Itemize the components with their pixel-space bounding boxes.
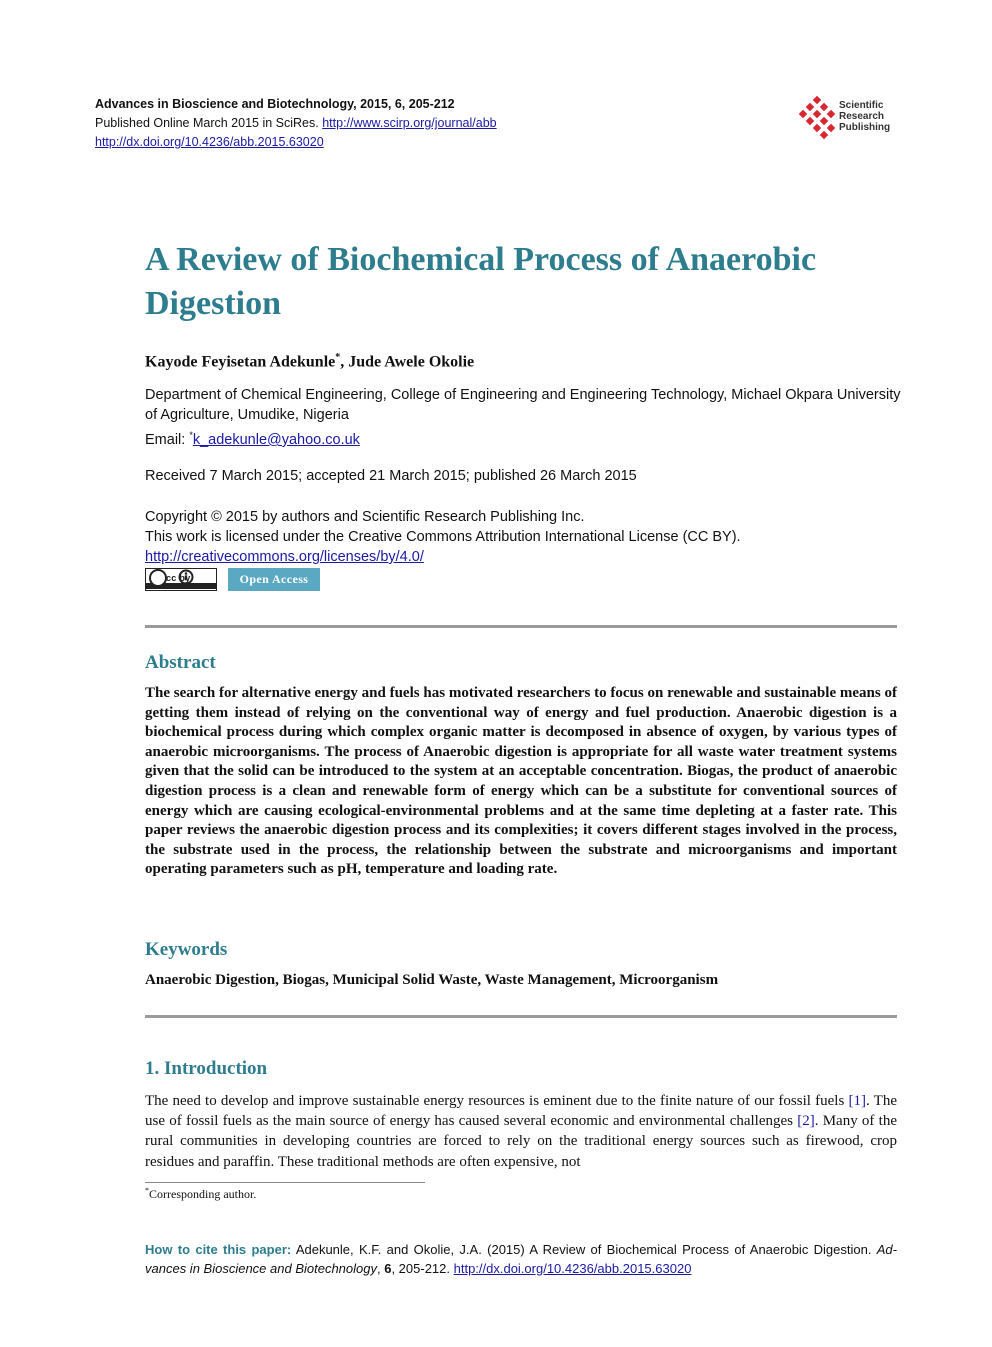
cc-by-badge[interactable]	[145, 568, 217, 591]
publisher-logo	[797, 96, 907, 142]
keywords-heading: Keywords	[145, 939, 228, 960]
footnote-rule	[145, 1182, 425, 1183]
keywords-text: Anaerobic Digestion, Biogas, Municipal Solid Waste, Waste Management, Microorganism	[145, 972, 719, 988]
introduction-heading: 1. Introduction	[145, 1058, 268, 1079]
footnote	[145, 1186, 256, 1202]
introduction-text: The need to develop and improve sustainable energy resources is eminent due to the finite nature of our fossil fuels [1]. The use of fossil fuels as the main source of energy has caused several economic and environmental challenges [2]. Many of the rural communities in developing countries are forced to rely on the traditional energy sources such as firewood, crop residues and paraffin. These traditional methods are often expensive, not	[145, 1093, 897, 1170]
email-link[interactable]: k_adekunle@yahoo.co.uk	[192, 431, 360, 448]
section-divider	[145, 625, 897, 628]
cite-volume: 6	[384, 1261, 392, 1276]
reference-1-link[interactable]: [1]	[848, 1093, 866, 1109]
copyright-block	[145, 507, 741, 567]
corresponding-mark: *	[335, 352, 341, 363]
cc-badge-label: cc by	[166, 573, 191, 583]
email-line	[145, 425, 905, 450]
paper-title: A Review of Biochemical Process of Anaerobic Digestion	[145, 241, 817, 322]
department: Department of Chemical Engineering, College of Engineering and Engineering Technology, Michael Okpara University of Agriculture, Umudike, Nigeria	[145, 387, 901, 423]
published-prefix: Published Online March 2015 in SciRes.	[95, 116, 319, 130]
journal-citation: Advances in Bioscience and Biotechnology, 2015, 6, 205-212	[95, 97, 455, 111]
abstract-heading: Abstract	[145, 652, 216, 673]
abstract-text: The search for alternative energy and fuels has motivated researchers to focus on renewable and sustainable means of getting them instead of relying on the conventional way of energy and fuel production. Anaerobic digestion is a biochemical process during which complex organic matter is decomposed in absence of oxygen, by various types of anaerobic microorganisms. The process of Anaerobic digestion is appropriate for all waste water treatment systems given that the solid can be introduced to the system at an acceptable concentration. Biogas, the product of anaerobic digestion process is a clean and renewable form of energy which can be a substitute for conventional sources of energy which are causing ecological-environmental problems and at the same time depleting at a faster rate. This paper reviews the anaerobic digestion process and its complexities; it covers different stages involved in the process, the substrate used in the process, the relationship between the substrate and microorganisms and important operating parameters such as pH, temperature and loading rate.	[145, 685, 897, 878]
journal-link[interactable]: http://www.scirp.org/journal/abb	[322, 116, 497, 130]
cite-label: How to cite this paper:	[145, 1242, 292, 1257]
journal-header	[95, 95, 497, 152]
published-line	[95, 114, 497, 133]
publisher-name: Scientific Research Publishing	[839, 100, 891, 133]
author-list	[145, 352, 474, 371]
author-1: Kayode Feyisetan Adekunle	[145, 353, 336, 371]
footnote-text: Corresponding author.	[149, 1187, 257, 1201]
author-2: , Jude Awele Okolie	[340, 353, 475, 371]
doi-link[interactable]: http://dx.doi.org/10.4236/abb.2015.63020	[95, 135, 324, 149]
license-link[interactable]: http://creativecommons.org/licenses/by/4.0/	[145, 549, 424, 565]
copyright-line: Copyright © 2015 by authors and Scientific Research Publishing Inc.	[145, 509, 585, 525]
how-to-cite: How to cite this paper: Adekunle, K.F. and Okolie, J.A. (2015) A Review of Biochemical Process of Anaerobic Digestion. Advances in Bioscience and Biotechnology, 6, 205-212. http://dx.doi.org/10.4236/abb.2015.63020	[145, 1242, 898, 1276]
cite-journal: Advances in Bioscience and Biotechnology	[145, 1242, 898, 1276]
section-divider	[145, 1015, 897, 1018]
email-mark: *	[189, 430, 193, 440]
open-access-badge[interactable]: Open Access	[228, 568, 320, 591]
scirp-diamond-icon	[797, 96, 839, 142]
license-line: This work is licensed under the Creative Commons Attribution International License (CC BY).	[145, 529, 741, 545]
publication-dates: Received 7 March 2015; accepted 21 March 2015; published 26 March 2015	[145, 468, 637, 484]
affiliation	[145, 385, 905, 450]
reference-2-link[interactable]: [2]	[797, 1113, 815, 1130]
email-label: Email:	[145, 431, 186, 448]
cite-doi-link[interactable]: http://dx.doi.org/10.4236/abb.2015.63020	[453, 1261, 692, 1276]
footnote-mark: *	[145, 1186, 149, 1195]
